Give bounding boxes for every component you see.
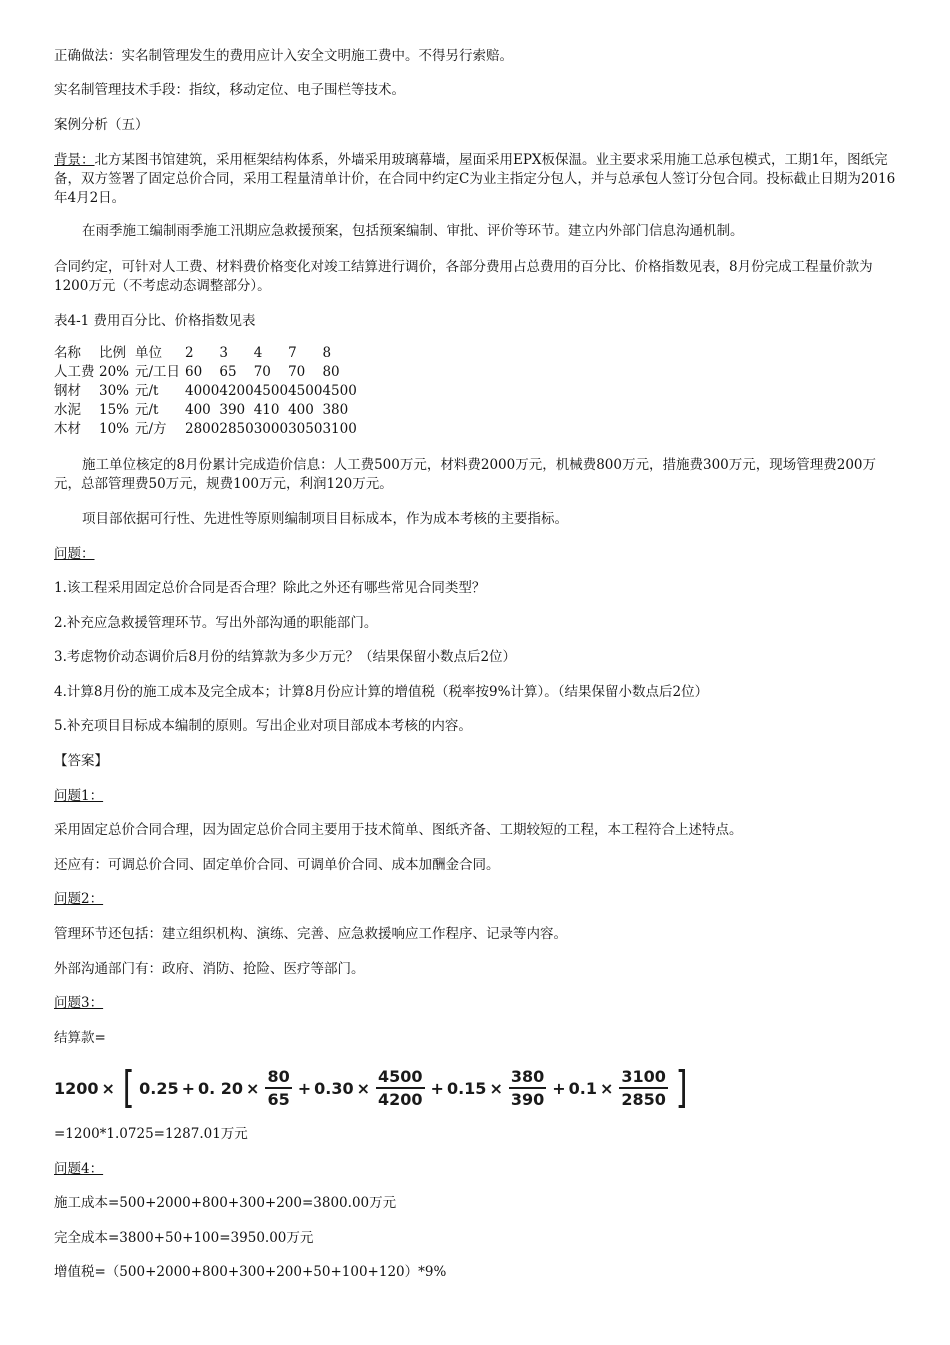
table-cell: 元/工日 xyxy=(135,364,181,380)
table-row xyxy=(54,420,357,439)
answer-1-text: 还应有：可调总价合同、固定单价合同、可调单价合同、成本加酬金合同。 xyxy=(54,857,500,873)
times-sign: × xyxy=(246,1078,260,1098)
answers-label: 【答案】 xyxy=(54,753,108,769)
rain-season-paragraph: 在雨季施工编制雨季施工汛期应急救援预案，包括预案编制、审批、评价等环节。建立内外部门信息沟通机制。 xyxy=(82,223,744,239)
table-cell: 20% xyxy=(99,364,130,380)
plus-sign: + xyxy=(297,1078,312,1098)
question-item: 5.补充项目目标成本编制的原则。写出企业对项目部成本考核的内容。 xyxy=(54,718,472,734)
table-cell: 60 xyxy=(185,364,203,380)
table-cell: 4500 xyxy=(322,383,357,399)
table-header-cell: 2 xyxy=(185,345,194,361)
intro-paragraph-1: 正确做法：实名制管理发生的费用应计入安全文明施工费中。不得另行索赔。 xyxy=(54,48,513,64)
table-cell: 元/t xyxy=(135,402,159,418)
fraction-numerator: 80 xyxy=(265,1067,291,1089)
formula-term: 0. 20 xyxy=(198,1078,244,1098)
answer-1-text: 采用固定总价合同合理，因为固定总价合同主要用于技术简单、图纸齐备、工期较短的工程，本工程符合上述特点。 xyxy=(54,822,743,838)
table-header-cell: 4 xyxy=(253,345,263,361)
answer-3-result: =1200*1.0725=1287.01万元 xyxy=(54,1126,248,1142)
fraction-numerator: 3100 xyxy=(619,1067,668,1089)
table-cell: 4500 xyxy=(253,383,289,399)
table-cell: 390 xyxy=(219,402,246,418)
answer-2-text: 管理环节还包括：建立组织机构、演练、完善、应急救援响应工作程序、记录等内容。 xyxy=(54,926,567,942)
table-cell: 30% xyxy=(99,383,130,399)
question-item: 3.考虑物价动态调价后8月份的结算款为多少万元？（结果保留小数点后2位） xyxy=(54,649,517,665)
settlement-formula xyxy=(54,1060,692,1116)
table-cell: 70 xyxy=(288,364,306,380)
answer-1-label: 问题1： xyxy=(54,788,104,804)
left-bracket: [ xyxy=(122,1062,135,1113)
cost-info-paragraph: 施工单位核定的8月份累计完成造价信息：人工费500万元，材料费2000万元，机械费800万元，措施费300万元，现场管理费200万元，总部管理费50万元，规费100万元，利润120万元。 xyxy=(54,457,877,492)
table-title: 表4-1 费用百分比、价格指数见表 xyxy=(54,313,256,329)
fraction-denominator: 4200 xyxy=(378,1090,423,1109)
plus-sign: + xyxy=(181,1078,195,1098)
price-index-table xyxy=(54,344,357,439)
plus-sign: + xyxy=(430,1078,444,1098)
times-sign: × xyxy=(489,1078,503,1098)
answer-4-text: 施工成本=500+2000+800+300+200=3800.00万元 xyxy=(54,1195,397,1211)
fraction-denominator: 65 xyxy=(267,1090,290,1109)
table-header-cell: 8 xyxy=(322,345,332,361)
formula-term: 0.30 xyxy=(314,1078,354,1098)
formula-term: 0.25 xyxy=(139,1078,179,1098)
answer-4-text: 完全成本=3800+50+100=3950.00万元 xyxy=(54,1230,314,1246)
case-title: 案例分析（五） xyxy=(54,117,149,133)
table-cell: 元/方 xyxy=(135,421,167,437)
contract-paragraph: 合同约定，可针对人工费、材料费价格变化对竣工结算进行调价，各部分费用占总费用的百分比、价格指数见表，8月份完成工程量价款为1200万元（不考虑动态调整部分）。 xyxy=(54,259,873,294)
fraction xyxy=(376,1067,425,1109)
table-cell: 钢材 xyxy=(54,383,81,399)
times-sign: × xyxy=(101,1078,115,1098)
formula-term: 0.15 xyxy=(446,1078,487,1098)
table-header-cell: 名称 xyxy=(54,345,81,361)
table-cell: 4000 xyxy=(185,383,220,399)
fraction-denominator: 390 xyxy=(510,1090,545,1109)
table-row xyxy=(54,401,357,420)
times-sign: × xyxy=(356,1078,371,1098)
questions-label: 问题： xyxy=(54,546,95,562)
question-item: 2.补充应急救援管理环节。写出外部沟通的职能部门。 xyxy=(54,615,378,631)
table-cell: 410 xyxy=(253,402,280,418)
answer-2-text: 外部沟通部门有：政府、消防、抢险、医疗等部门。 xyxy=(54,961,365,977)
background-paragraph xyxy=(54,151,900,208)
table-cell: 4200 xyxy=(219,383,254,399)
background-text: 北方某图书馆建筑，采用框架结构体系，外墙采用玻璃幕墙，屋面采用EPX板保温。业主要求采用施工总承包模式，工期1年，图纸完备，双方签署了固定总价合同，采用工程量清单计价，在合同中约定C为业主指定分包人，并与总承包人签订分包合同。投标截止日期为2016年4月2日。 xyxy=(54,152,896,206)
table-cell: 380 xyxy=(322,402,349,418)
fraction xyxy=(509,1067,546,1109)
table-cell: 水泥 xyxy=(54,402,81,418)
answer-3-label: 问题3： xyxy=(54,995,104,1011)
table-cell: 3050 xyxy=(288,421,323,437)
table-cell: 2800 xyxy=(185,421,220,437)
target-cost-paragraph: 项目部依据可行性、先进性等原则编制项目目标成本，作为成本考核的主要指标。 xyxy=(82,511,568,527)
table-cell: 10% xyxy=(99,421,130,437)
table-cell: 2850 xyxy=(219,421,254,437)
fraction xyxy=(265,1067,291,1109)
answer-4-label: 问题4： xyxy=(54,1161,104,1177)
table-header-cell: 单位 xyxy=(135,345,162,361)
fraction-numerator: 380 xyxy=(509,1067,546,1089)
fraction-numerator: 4500 xyxy=(376,1067,425,1089)
fraction-denominator: 2850 xyxy=(621,1090,666,1109)
table-cell: 元/t xyxy=(135,383,159,399)
table-header-cell: 7 xyxy=(288,345,297,361)
answer-3-text: 结算款= xyxy=(54,1030,106,1046)
table-cell: 15% xyxy=(99,402,130,418)
table-header-row xyxy=(54,344,357,363)
right-bracket: ] xyxy=(675,1062,688,1113)
fraction xyxy=(619,1067,668,1109)
table-cell: 4500 xyxy=(288,383,323,399)
table-header-cell: 3 xyxy=(219,345,228,361)
table-cell: 65 xyxy=(219,364,237,380)
answer-2-label: 问题2： xyxy=(54,891,104,907)
table-cell: 3100 xyxy=(322,421,357,437)
table-row xyxy=(54,363,357,382)
table-cell: 3000 xyxy=(253,421,289,437)
table-cell: 400 xyxy=(185,402,211,418)
formula-term: 1200 xyxy=(54,1078,99,1098)
question-item: 4.计算8月份的施工成本及完全成本；计算8月份应计算的增值税（税率按9%计算）。（结果保留小数点后2位） xyxy=(54,684,709,700)
times-sign: × xyxy=(600,1078,614,1098)
table-cell: 400 xyxy=(288,402,314,418)
answer-4-text: 增值税=（500+2000+800+300+200+50+100+120）*9% xyxy=(54,1264,447,1280)
table-cell: 80 xyxy=(322,364,340,380)
background-label: 背景： xyxy=(54,152,95,168)
question-item: 1.该工程采用固定总价合同是否合理？除此之外还有哪些常见合同类型？ xyxy=(54,580,486,596)
table-cell: 木材 xyxy=(54,421,81,437)
table-cell: 70 xyxy=(253,364,271,380)
table-row xyxy=(54,382,357,401)
table-cell: 人工费 xyxy=(54,364,95,380)
intro-paragraph-2: 实名制管理技术手段：指纹，移动定位、电子围栏等技术。 xyxy=(54,82,405,98)
formula-term: 0.1 xyxy=(568,1078,597,1098)
plus-sign: + xyxy=(552,1078,566,1098)
table-header-cell: 比例 xyxy=(99,345,126,361)
